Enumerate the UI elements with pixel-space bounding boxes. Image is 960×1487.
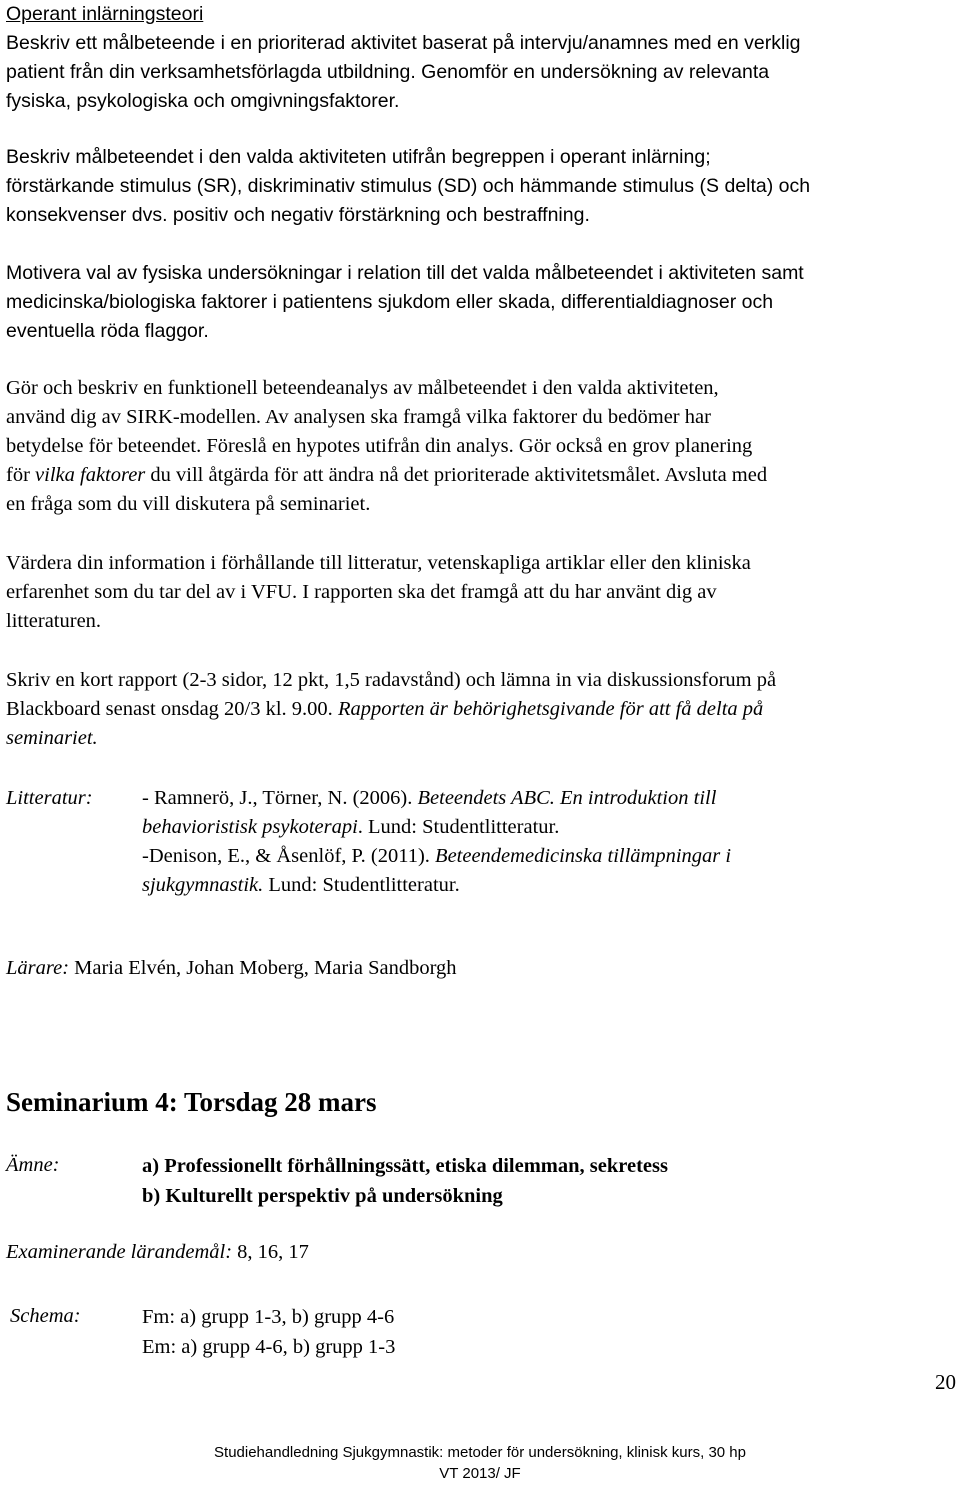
paragraph-line: Värdera din information i förhållande till litteratur, vetenskapliga artiklar eller den kliniska [6, 552, 751, 574]
paragraph-line: erfarenhet som du tar del av i VFU. I rapporten ska det framgå att du har använt dig av [6, 581, 717, 603]
paragraph-line: Gör och beskriv en funktionell beteendeanalys av målbeteendet i den valda aktiviteten, [6, 377, 719, 399]
emphasis-text: Rapporten är behörighetsgivande för att få delta på [337, 698, 764, 720]
text-run: . Lund: Studentlitteratur. [357, 816, 560, 838]
schedule-label: Schema: [10, 1305, 81, 1327]
topic-b: b) Kulturellt perspektiv på undersökning [142, 1185, 503, 1207]
paragraph-line: medicinska/biologiska faktorer i patientens sjukdom eller skada, differentialdiagnoser och [6, 291, 774, 313]
topic-a: a) Professionellt förhållningssätt, etiska dilemman, sekretess [142, 1155, 668, 1177]
behavior-analysis-paragraph [6, 374, 960, 519]
paragraph-line: eventuella röda flaggor. [6, 320, 209, 342]
teachers-label: Lärare: [6, 957, 70, 979]
objectives-value: 8, 16, 17 [232, 1241, 309, 1263]
topic-list [142, 1151, 668, 1211]
objectives-line [6, 1238, 960, 1267]
examination-paragraph [6, 259, 960, 346]
reference-1 [142, 784, 731, 813]
paragraph-line: Motivera val av fysiska undersökningar i relation till det valda målbeteendet i aktiviteten samt [6, 262, 804, 284]
text-run: -Denison, E., & Åsenlöf, P. (2011). [142, 845, 436, 867]
paragraph-line [6, 724, 960, 753]
schedule-em: Em: a) grupp 4-6, b) grupp 1-3 [142, 1336, 396, 1358]
paragraph-line: Skriv en kort rapport (2-3 sidor, 12 pkt, 1,5 radavstånd) och lämna in via diskussionsforum på [6, 669, 777, 691]
topic-label: Ämne: [6, 1154, 60, 1176]
paragraph-line: förstärkande stimulus (SR), diskriminativ stimulus (SD) och hämmande stimulus (S delta) och [6, 175, 811, 197]
emphasis-text: seminariet. [6, 727, 98, 749]
paragraph-line [6, 461, 960, 490]
report-instructions-paragraph [6, 666, 960, 753]
paragraph-line: Beskriv målbeteendet i den valda aktiviteten utifrån begreppen i operant inlärning; [6, 146, 711, 168]
reference-1-cont [142, 813, 731, 842]
paragraph-line: betydelse för beteendet. Föreslå en hypotes utifrån din analys. Gör också en grov planering [6, 435, 753, 457]
footer-line: Studiehandledning Sjukgymnastik: metoder för undersökning, klinisk kurs, 30 hp [214, 1444, 746, 1461]
page-number: 20 [935, 1370, 956, 1394]
schedule-list [142, 1302, 395, 1362]
section-title: Operant inlärningsteori [6, 3, 204, 25]
intro-line: patient från din verksamhetsförlagda utbildning. Genomför en undersökning av relevanta [6, 61, 770, 83]
book-title: sjukgymnastik. [142, 874, 264, 896]
intro-line: Beskriv ett målbeteende i en prioriterad aktivitet baserat på intervju/anamnes med en verklig [6, 32, 801, 54]
text-run: för [6, 464, 36, 486]
evaluation-paragraph [6, 549, 960, 636]
book-title: behavioristisk psykoterapi [142, 816, 358, 838]
topic-item [142, 1181, 668, 1211]
teachers-names: Maria Elvén, Johan Moberg, Maria Sandborgh [69, 957, 457, 979]
intro-line: fysiska, psykologiska och omgivningsfaktorer. [6, 90, 400, 112]
intro-section [6, 0, 960, 116]
target-behavior-paragraph [6, 143, 960, 230]
schedule-fm: Fm: a) grupp 1-3, b) grupp 4-6 [142, 1306, 395, 1328]
paragraph-line: använd dig av SIRK-modellen. Av analysen ska framgå vilka faktorer du bedömer har [6, 406, 711, 428]
paragraph-line: litteraturen. [6, 610, 102, 632]
text-run: Blackboard senast onsdag 20/3 kl. 9.00. [6, 698, 338, 720]
text-run: du vill åtgärda för att ändra nå det prioriterade aktivitetsmålet. Avsluta med [145, 464, 768, 486]
paragraph-line: en fråga som du vill diskutera på seminariet. [6, 493, 371, 515]
page-footer [0, 1442, 960, 1484]
book-title: Beteendets ABC. En introduktion till [417, 787, 717, 809]
reference-2-cont [142, 871, 731, 900]
literature-list [142, 784, 731, 900]
teachers-line [6, 954, 960, 983]
topic-item [142, 1151, 668, 1181]
paragraph-line: konsekvenser dvs. positiv och negativ förstärkning och bestraffning. [6, 204, 590, 226]
objectives-label: Examinerande lärandemål: [6, 1241, 233, 1263]
book-title: Beteendemedicinska tillämpningar i [435, 845, 732, 867]
seminar-heading: Seminarium 4: Torsdag 28 mars [6, 1087, 377, 1117]
text-run: - Ramnerö, J., Törner, N. (2006). [142, 787, 418, 809]
footer-line: VT 2013/ JF [439, 1465, 521, 1482]
text-run: Lund: Studentlitteratur. [263, 874, 460, 896]
emphasis-text: vilka faktorer [35, 464, 146, 486]
paragraph-line [6, 695, 960, 724]
reference-2 [142, 842, 731, 871]
literature-label: Litteratur: [6, 787, 93, 809]
